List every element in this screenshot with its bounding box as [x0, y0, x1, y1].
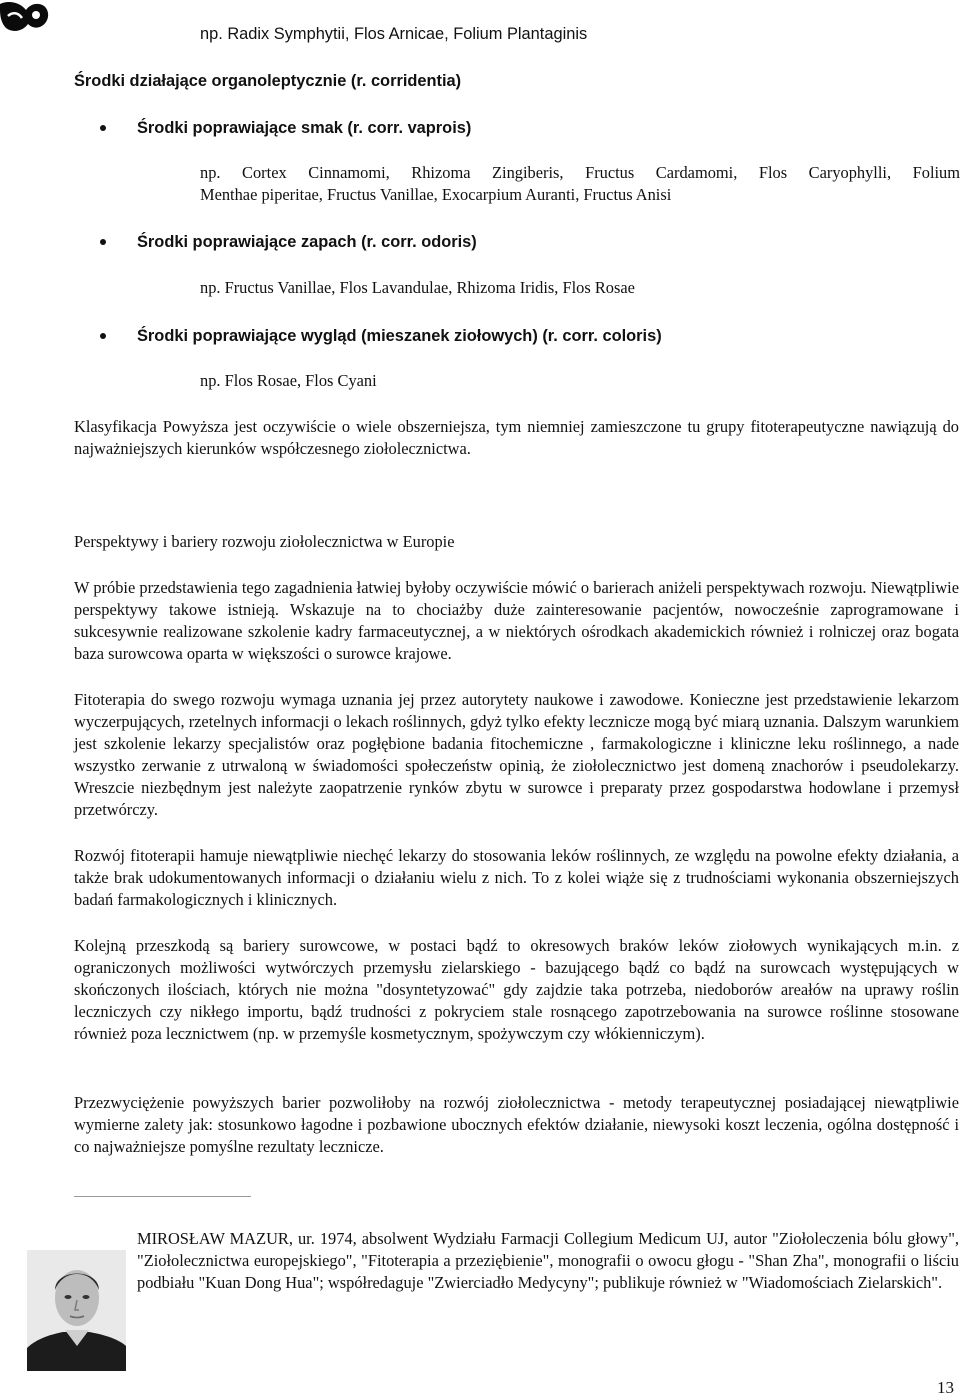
footnote-divider	[74, 1196, 251, 1197]
classification-paragraph: Klasyfikacja Powyższa jest oczywiście o wiele obszerniejsza, tym niemniej zamieszczone tu grupy fitoterapeutyczne nawiązują do najważniejszych kierunków współczesnego ziołolecznictwa.	[74, 417, 959, 458]
article-title: Perspektywy i bariery rozwoju ziołolecznictwa w Europie	[74, 532, 455, 551]
bullet-example	[200, 162, 960, 206]
bullet-dot	[100, 125, 106, 131]
bullet-example-line: Menthae piperitae, Fructus Vanillae, Exocarpium Auranti, Fructus Anisi	[200, 185, 672, 204]
body-paragraph: Rozwój fitoterapii hamuje niewątpliwie niechęć lekarzy do stosowania leków roślinnych, ze względu na powolne efekty działania, a także brak udokumentowanych informacji o działaniu wielu z nich. To z kolei wiąże się z trudnościami wykonania obszerniejszych badań farmakologicznych i klinicznych.	[74, 846, 959, 909]
body-paragraph: Kolejną przeszkodą są bariery surowcowe, w postaci bądź to okresowych braków leków ziołowych wynikających m.in. z ograniczonych możliwości wytwórczych przemysłu zielarskiego - bazującego bądź co bądź na surowcach występujących w skończonych ilościach, których nie można "dosyntetyzować" gdy zajdzie taka potrzeba, niedoborów areałów na uprawy roślin leczniczych czy nikłego importu, bądź trudności z pokryciem stale rosnącego zapotrzebowania na surowce roślinne stosowane również poza lecznictwem (np. w przemyśle kosmetycznym, spożywczym czy włókienniczym).	[74, 936, 959, 1043]
bullet-example-line: np. Flos Rosae, Flos Cyani	[200, 371, 377, 390]
body-paragraph: Fitoterapia do swego rozwoju wymaga uznania jej przez autorytety naukowe i zawodowe. Konieczne jest przedstawienie lekarzom wyczerpujących, rzetelnych informacji o lekach roślinnych, gdyż tylko efekty lecznicze mogą być miarą uznania. Dalszym warunkiem jest szkolenie lekarzy specjalistów oraz pogłębione badania fitochemiczne , farmakologiczne i kliniczne leku roślinnego, a nade wszystko zerwanie z utrwaloną w świadomości społeczeństw opinią, że ziołolecznictwo jest domeną znachorów i pseudolekarzy. Wreszcie niezbędnym jest należyte zaopatrzenie rynków zbytu w surowce i preparaty przez gospodarstwa hodowlane i przemysł przetwórczy.	[74, 690, 959, 819]
author-portrait-icon	[27, 1250, 126, 1371]
bullet-dot	[100, 333, 106, 339]
body-paragraph: Przezwyciężenie powyższych barier pozwoliłoby na rozwój ziołolecznictwa - metody terapeutycznej posiadającej niewątpliwie wymierne zalety jak: stosunkowo łagodne i pozbawione ubocznych efektów działanie, niewysoki koszt leczenia, ogólna dostępność i co najważniejsze pomyślne rezultaty lecznicze.	[74, 1093, 959, 1156]
bullet-example-line: np. Cortex Cinnamomi, Rhizoma Zingiberis, Fructus Cardamomi, Flos Caryophylli, Folium	[200, 163, 960, 182]
bullet-label: Środki poprawiające smak (r. corr. vaprois)	[137, 119, 472, 137]
bullet-label: Środki poprawiające wygląd (mieszanek ziołowych) (r. corr. coloris)	[137, 327, 662, 345]
example-line: np. Radix Symphytii, Flos Arnicae, Folium Plantaginis	[200, 25, 588, 43]
publisher-logo-icon	[0, 0, 52, 36]
author-note: MIROSŁAW MAZUR, ur. 1974, absolwent Wydziału Farmacji Collegium Medicum UJ, autor "Ziołoleczenia bólu głowy", "Ziołolecznictwa europejskiego", "Fitoterapia a przeziębienie", monografii o owocu głogu - "Shan Zha", monografii o liściu podbiału "Kuan Dong Hua"; współredaguje "Zwierciadło Medycyny"; publikuje również w "Wiadomościach Zielarskich".	[137, 1229, 959, 1292]
page-number: 13	[937, 1378, 954, 1397]
bullet-dot	[100, 239, 106, 245]
bullet-label: Środki poprawiające zapach (r. corr. odoris)	[137, 233, 477, 251]
section-heading: Środki działające organoleptycznie (r. corridentia)	[74, 72, 462, 90]
bullet-example-line: np. Fructus Vanillae, Flos Lavandulae, Rhizoma Iridis, Flos Rosae	[200, 278, 635, 297]
body-paragraph: W próbie przedstawienia tego zagadnienia łatwiej byłoby oczywiście mówić o barierach aniżeli perspektywach rozwoju. Niewątpliwie perspektywy takowe istnieją. Wskazuje na to chociażby duże zainteresowanie pacjentów, nowocześnie zaprogramowane i sukcesywnie realizowane szkolenie kadry farmaceutycznej, a w niektórych ośrodkach akademickich również i rolniczej oraz bogata baza surowcowa oparta w większości o surowce krajowe.	[74, 578, 959, 663]
